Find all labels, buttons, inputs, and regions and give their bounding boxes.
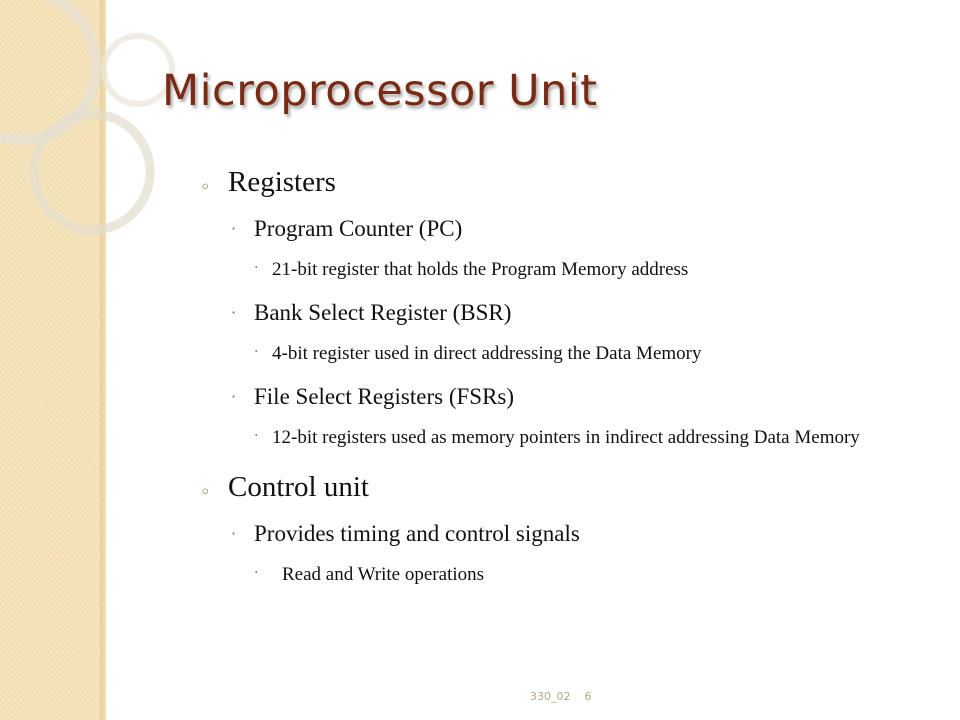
bullet-level2-bank-select: [198, 298, 918, 328]
bullet-text: File Select Registers (FSRs): [254, 384, 515, 409]
dot-bullet-icon: ·: [231, 303, 237, 322]
bullet-text: 21-bit register that holds the Program Memory address: [272, 259, 689, 280]
dot-bullet-icon: ·: [231, 524, 237, 543]
slide-footer: [530, 690, 592, 703]
bullet-level1-registers: [198, 162, 918, 202]
decorative-circles-icon: [0, 0, 200, 260]
bullet-level3-bsr-detail: [198, 341, 872, 366]
bullet-level3-read-write: [198, 562, 882, 587]
bullet-level1-control-unit: [198, 467, 918, 507]
ring-bullet-icon: ◦: [200, 177, 211, 198]
bullet-text: Read and Write operations: [282, 564, 485, 585]
bullet-level3-pc-detail: [198, 257, 872, 282]
dot-bullet-icon: ·: [254, 344, 259, 360]
bullet-text: 12-bit registers used as memory pointers in indirect addressing Data Memory: [272, 427, 860, 448]
bullet-text: Registers: [228, 166, 336, 198]
bullet-text: Program Counter (PC): [254, 216, 463, 241]
ring-bullet-icon: ◦: [200, 482, 211, 503]
bullet-text: Bank Select Register (BSR): [254, 300, 512, 325]
dot-bullet-icon: ·: [231, 387, 237, 406]
dot-bullet-icon: ·: [254, 565, 259, 581]
footer-course: 330_02: [530, 690, 571, 703]
slide-title: Microprocessor Unit: [162, 66, 598, 116]
bullet-level3-fsr-detail: [198, 425, 872, 450]
bullet-level2-timing-control: [198, 519, 918, 549]
bullet-level2-file-select: [198, 382, 918, 412]
dot-bullet-icon: ·: [254, 260, 259, 276]
slide-content: [198, 162, 918, 587]
bullet-text: 4-bit register used in direct addressing the Data Memory: [272, 343, 702, 364]
footer-page-number: 6: [584, 690, 592, 703]
dot-bullet-icon: ·: [254, 428, 259, 444]
dot-bullet-icon: ·: [231, 219, 237, 238]
bullet-text: Provides timing and control signals: [254, 521, 580, 546]
bullet-level2-program-counter: [198, 214, 918, 244]
bullet-text: Control unit: [228, 471, 369, 503]
